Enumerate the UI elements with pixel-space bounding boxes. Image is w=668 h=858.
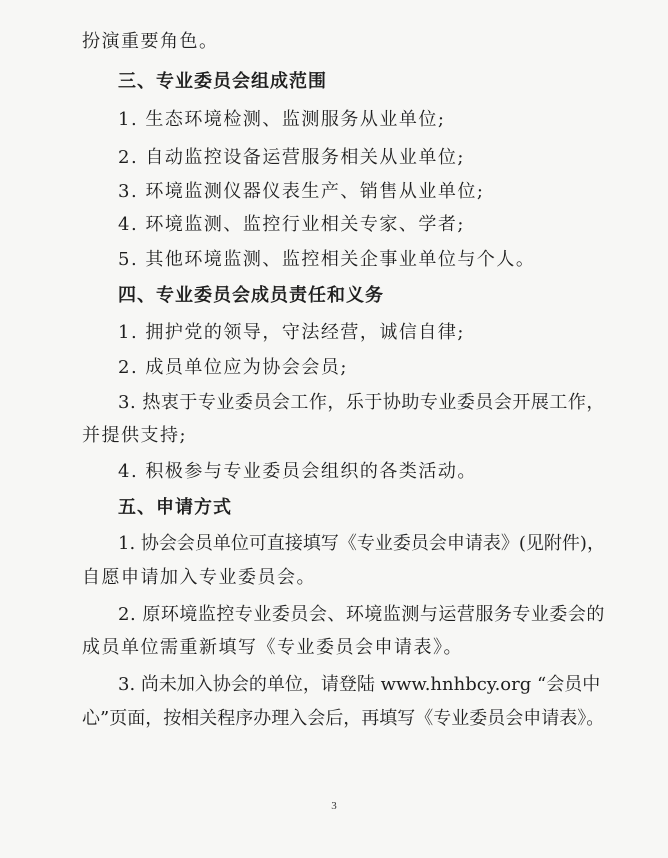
list-item: 4. 积极参与专业委员会组织的各类活动。: [118, 461, 477, 482]
list-item-continuation: 自愿申请加入专业委员会。: [82, 567, 316, 588]
list-item: 1. 生态环境检测、监测服务从业单位;: [118, 109, 446, 130]
list-item: 2. 原环境监控专业委员会、环境监测与运营服务专业委会的: [118, 604, 605, 625]
list-item: 3. 尚未加入协会的单位，请登陆 www.hnhbcy.org “会员中: [118, 674, 601, 695]
list-item: 2. 成员单位应为协会会员;: [118, 357, 348, 378]
list-item: 3. 环境监测仪器仪表生产、销售从业单位;: [118, 181, 485, 202]
list-item-continuation: 成员单位需重新填写《专业委员会申请表》。: [82, 637, 463, 658]
list-item: 2. 自动监控设备运营服务相关从业单位;: [118, 147, 465, 168]
section-heading-4: 四、专业委员会成员责任和义务: [118, 285, 384, 306]
list-item: 1. 拥护党的领导，守法经营，诚信自律;: [118, 322, 465, 343]
list-item: 5. 其他环境监测、监控相关企事业单位与个人。: [118, 249, 536, 270]
list-item: 3. 热衷于专业委员会工作，乐于协助专业委员会开展工作，: [118, 392, 605, 413]
section-heading-3: 三、专业委员会组成范围: [118, 71, 327, 92]
list-item: 1. 协会会员单位可直接填写《专业委员会申请表》(见附件)，: [118, 533, 605, 554]
paragraph-continuation: 扮演重要角色。: [82, 31, 219, 52]
page-number: 3: [331, 800, 337, 812]
list-item-continuation: 并提供支持;: [82, 425, 188, 446]
section-heading-5: 五、申请方式: [118, 497, 232, 518]
list-item-continuation: 心”页面，按相关程序办理入会后，再填写《专业委员会申请表》。: [82, 708, 605, 729]
list-item: 4. 环境监测、监控行业相关专家、学者;: [118, 214, 465, 235]
